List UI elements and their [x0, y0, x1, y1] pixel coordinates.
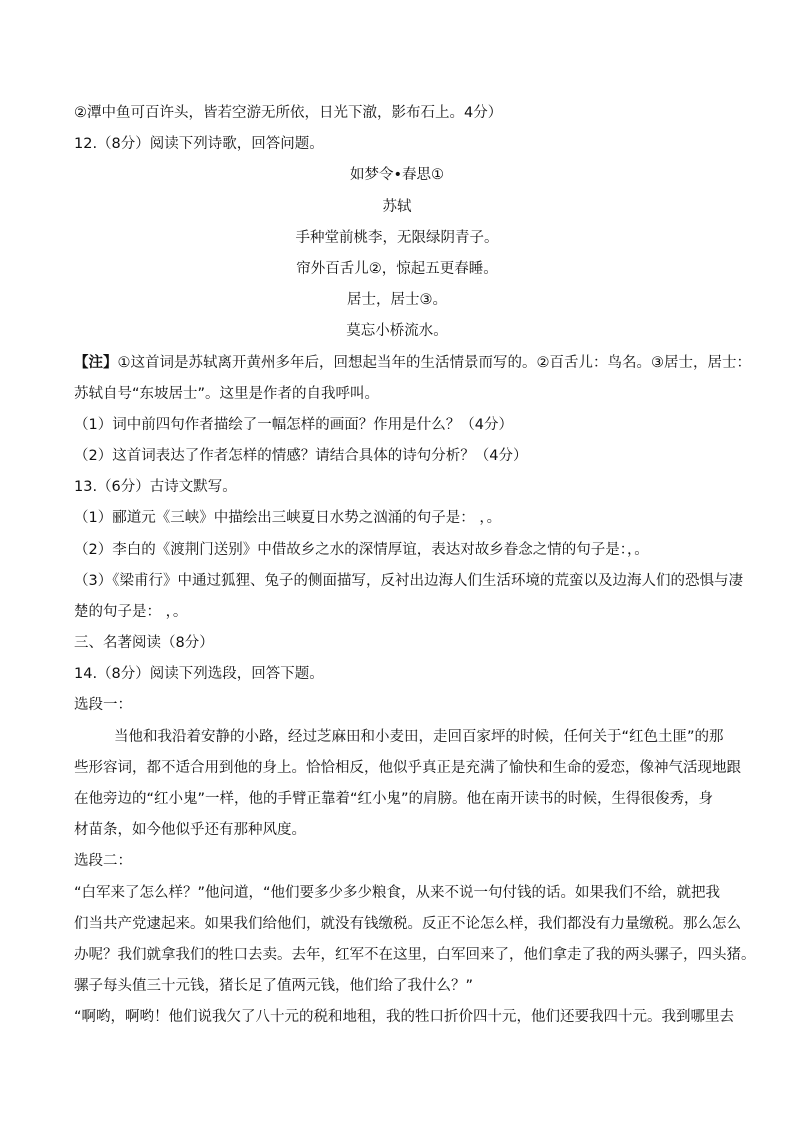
selection-1-line-2: 些形容词，都不适合用到他的身上。恰恰相反，他似乎真正是充满了愉快和生命的爱恋，像神气活现地跟: [74, 760, 741, 776]
question-14-heading: 14.（8分）阅读下列选段，回答下题。: [74, 666, 324, 682]
selection-2-line-3: 办呢？我们就拿我们的牲口去卖。去年，红军不在这里，白军回来了，他们拿走了我的两头骡子，四头猪。: [74, 947, 756, 963]
poem-author: 苏轼: [382, 199, 412, 215]
question-13-part-3-continued: 楚的句子是： ，。: [74, 604, 188, 620]
question-12-heading: 12.（8分）阅读下列诗歌，回答问题。: [74, 136, 324, 152]
question-13-part-2: （2）李白的《渡荆门送别》中借故乡之水的深情厚谊，表达对故乡眷念之情的句子是：，。: [74, 542, 649, 558]
selection-1-label: 选段一：: [74, 697, 132, 713]
poem-note: [74, 353, 751, 373]
note-label: 【注】: [74, 355, 118, 371]
question-12-part-2: （2）这首词表达了作者怎样的情感？请结合具体的诗句分析？（4分）: [74, 448, 528, 464]
selection-1-line-4: 材苗条，如今他似乎还有那种风度。: [74, 822, 306, 838]
poem-line-1: 手种堂前桃李，无限绿阴青子。: [295, 230, 499, 246]
selection-2-line-5: “啊哟，啊哟！他们说我欠了八十元的税和地租，我的牲口折价四十元，他们还要我四十元。我到哪里去: [74, 1009, 735, 1025]
selection-2-line-2: 们当共产党逮起来。如果我们给他们，就没有钱缴税。反正不论怎么样，我们都没有力量缴税。那么怎么: [74, 916, 741, 932]
poem-title: 如梦令•春思①: [349, 167, 445, 183]
poem-note-continued: 苏轼自号“东坡居士”。这里是作者的自我呼叫。: [74, 386, 380, 402]
note-text: ①这首词是苏轼离开黄州多年后，回想起当年的生活情景而写的。②百舌儿：鸟名。③居士，居士：: [117, 355, 751, 371]
section-3-heading: 三、名著阅读（8分）: [74, 635, 214, 651]
selection-2-line-1: “白军来了怎么样？”他问道，“他们要多少多少粮食，从来不说一句付钱的话。如果我们不给，就把我: [74, 885, 721, 901]
question-13-part-3: （3）《梁甫行》中通过狐狸、兔子的侧面描写，反衬出边海人们生活环境的荒蛮以及边海人们的恐惧与凄: [74, 573, 743, 589]
question-13-heading: 13.（6分）古诗文默写。: [74, 479, 237, 495]
selection-2-line-4: 骡子每头值三十元钱，猪长足了值两元钱，他们给了我什么？”: [74, 978, 474, 994]
question-11-item-2: ②潭中鱼可百许头，皆若空游无所依，日光下澈，影布石上。4分）: [74, 105, 503, 121]
poem-line-2: 帘外百舌儿②，惊起五更春睡。: [296, 261, 498, 277]
selection-1-line-1: 当他和我沿着安静的小路，经过芝麻田和小麦田，走回百家坪的时候，任何关于“红色土匪”的那: [114, 729, 724, 745]
selection-1-line-3: 在他旁边的“红小鬼”一样，他的手臂正靠着“红小鬼”的肩膀。他在南开读书的时候，生得很俊秀，身: [74, 791, 714, 807]
selection-2-label: 选段二：: [74, 853, 132, 869]
poem-line-4: 莫忘小桥流水。: [346, 323, 448, 339]
question-12-part-1: （1）词中前四句作者描绘了一幅怎样的画面？作用是什么？（4分）: [74, 417, 513, 433]
question-13-part-1: （1）郦道元《三峡》中描绘出三峡夏日水势之汹涌的句子是： ，。: [74, 510, 502, 526]
poem-line-3: 居士，居士③。: [347, 292, 447, 308]
